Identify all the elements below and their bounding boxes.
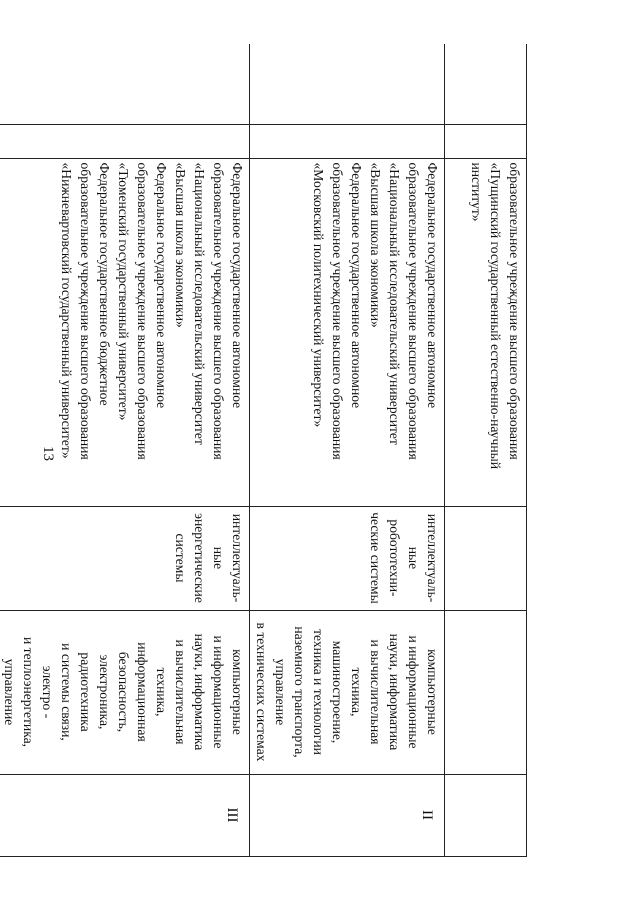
direction-line: ные [211, 546, 226, 570]
org-line: «Национальный исследовательский университет [192, 162, 207, 445]
area-line: электро - [40, 665, 55, 719]
cell-direction [445, 506, 527, 610]
cell-areas [0, 610, 250, 774]
org-line: Федеральное государственное автономное [349, 162, 364, 409]
area-line: науки, информатика [192, 633, 207, 751]
area-line: техника, [349, 667, 364, 717]
cell-level [445, 774, 527, 856]
area-line: и системы связи, [59, 643, 74, 741]
direction-line: системы [173, 533, 188, 583]
org-line: образовательное учреждение высшего образования [330, 162, 345, 460]
cell-level: III [0, 774, 250, 856]
cell-number [0, 44, 250, 124]
cell-index [250, 124, 445, 158]
area-line: компьютерные [230, 649, 245, 735]
table-row-2 [250, 44, 445, 856]
area-line: управление [2, 658, 17, 726]
org-line: «Высшая школа экономики» [173, 162, 188, 328]
area-line: наземного транспорта, [292, 626, 307, 758]
area-line: электроника, [97, 654, 112, 730]
area-line: и информационные [211, 635, 226, 749]
org-line: «Московский политехнический университет» [311, 162, 326, 428]
org-line: образовательное учреждение высшего образования [78, 162, 93, 460]
table-row-3 [0, 44, 250, 856]
area-line: безопасность, [116, 651, 131, 733]
org-line: «Пущинский государственный естественно-научный [488, 162, 503, 470]
cell-index [0, 124, 250, 158]
org-line: институт» [469, 162, 484, 222]
area-line: и теплоэнергетика, [21, 636, 36, 748]
direction-line: ческие системы [368, 512, 383, 604]
cell-number [445, 44, 527, 124]
cell-number [250, 44, 445, 124]
universities-table [0, 44, 527, 857]
cell-organizations [250, 158, 445, 506]
cell-organizations [0, 158, 250, 506]
org-line: образовательное учреждение высшего образования [507, 162, 522, 460]
area-line: машиностроение, [330, 640, 345, 744]
cell-direction [0, 506, 250, 610]
cell-areas [250, 610, 445, 774]
cell-index [445, 124, 527, 158]
area-line: науки, информатика [387, 633, 402, 751]
area-line: компьютерные [425, 649, 440, 735]
area-line: техника, [154, 667, 169, 717]
org-line: Федеральное государственное бюджетное [97, 162, 112, 406]
area-line: в технических системах [254, 622, 269, 762]
area-line: и информационные [406, 635, 421, 749]
org-line: Федеральное государственное автономное [230, 162, 245, 409]
org-line: Федеральное государственное автономное [425, 162, 440, 409]
page-number: 13 [40, 446, 56, 461]
area-line: и вычислительная [173, 639, 188, 745]
direction-line: ные [406, 546, 421, 570]
area-line: техника и технологии [311, 629, 326, 755]
org-line: образовательное учреждение высшего образования [406, 162, 421, 460]
org-line: «Нижневартовский государственный университет» [59, 162, 74, 459]
org-line: образовательное учреждение высшего образования [135, 162, 150, 460]
area-line: информационная [135, 642, 150, 742]
area-line: и вычислительная [368, 639, 383, 745]
cell-areas [445, 610, 527, 774]
direction-line: энергетические [192, 513, 207, 603]
cell-organizations [445, 158, 527, 506]
org-line: «Национальный исследовательский университет [387, 162, 402, 445]
cell-level: II [250, 774, 445, 856]
cell-direction [250, 506, 445, 610]
org-line: Федеральное государственное автономное [154, 162, 169, 409]
org-line: образовательное учреждение высшего образования [211, 162, 226, 460]
area-line: управление [273, 658, 288, 726]
org-line: «Высшая школа экономики» [368, 162, 383, 328]
area-line: радиотехника [78, 652, 93, 732]
table-row-1 [445, 44, 527, 856]
direction-line: интеллектуаль- [425, 513, 440, 603]
direction-line: робототехни- [387, 519, 402, 597]
org-line: «Тюменский государственный университет» [116, 162, 131, 421]
direction-line: интеллектуаль- [230, 513, 245, 603]
